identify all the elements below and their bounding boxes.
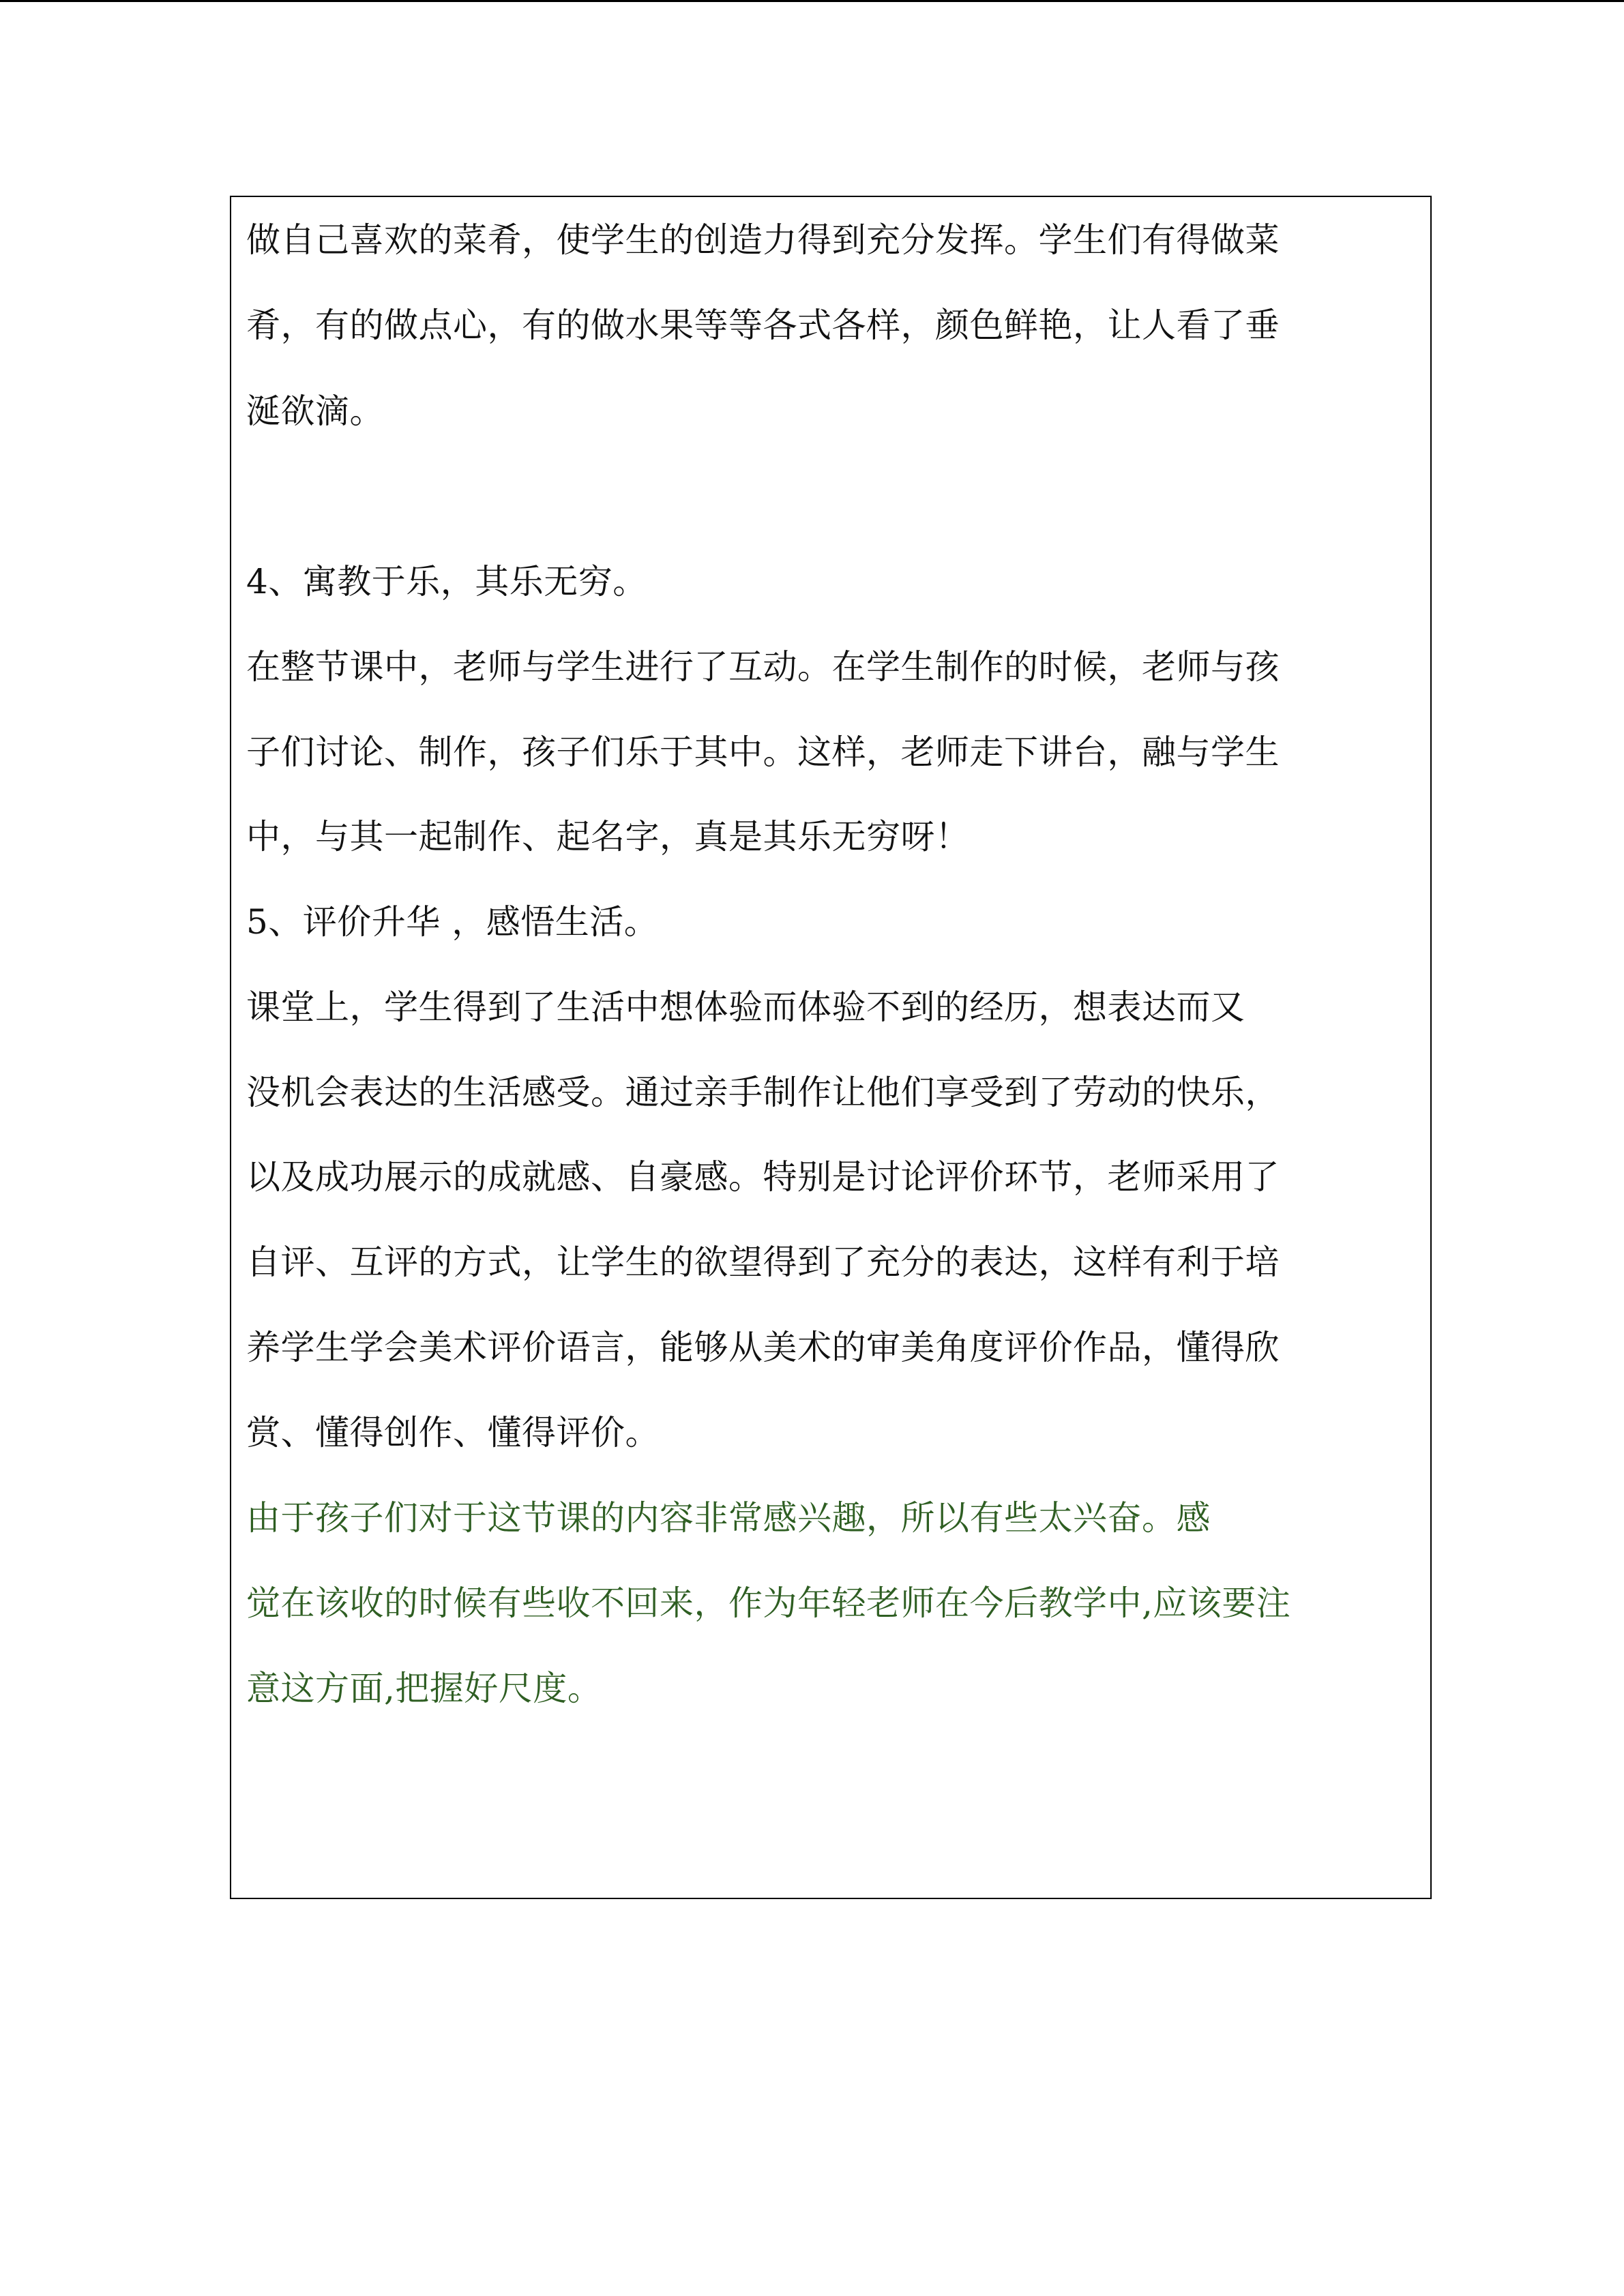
- text-line: 自评、互评的方式，让学生的欲望得到了充分的表达，这样有利于培: [246, 1242, 1280, 1282]
- text-line: 做自己喜欢的菜肴，使学生的创造力得到充分发挥。学生们有得做菜: [246, 220, 1280, 260]
- text-line: 肴，有的做点心，有的做水果等等各式各样，颜色鲜艳，让人看了垂: [246, 305, 1280, 345]
- text-line: 课堂上，学生得到了生活中想体验而体验不到的经历，想表达而又: [246, 987, 1245, 1027]
- text-line: 没机会表达的生活感受。通过亲手制作让他们享受到了劳动的快乐，: [246, 1073, 1280, 1112]
- section-heading-4: 4、寓教于乐，其乐无穷。: [246, 562, 647, 601]
- reflection-line: 觉在该收的时候有些收不回来，作为年轻老师在今后教学中,应该要注: [246, 1583, 1291, 1623]
- reflection-line: 意这方面,把握好尺度。: [246, 1669, 602, 1708]
- text-line: 以及成功展示的成就感、自豪感。特别是讨论评价环节，老师采用了: [246, 1157, 1280, 1197]
- text-line: 赏、懂得创作、懂得评价。: [246, 1413, 660, 1452]
- text-line: 子们讨论、制作，孩子们乐于其中。这样，老师走下讲台，融与学生: [246, 732, 1280, 772]
- text-line: 养学生学会美术评价语言，能够从美术的审美角度评价作品，懂得欣: [246, 1328, 1280, 1367]
- page-top-rule: [0, 0, 1624, 2]
- text-line: 在整节课中，老师与学生进行了互动。在学生制作的时候，老师与孩: [246, 647, 1280, 687]
- text-line: 涎欲滴。: [246, 391, 384, 431]
- section-heading-5: 5、评价升华 ，感悟生活。: [246, 902, 659, 942]
- content-box: [230, 196, 1432, 1899]
- text-line: 中，与其一起制作、起名字，真是其乐无穷呀！: [246, 817, 970, 856]
- reflection-line: 由于孩子们对于这节课的内容非常感兴趣，所以有些太兴奋。感: [246, 1498, 1211, 1538]
